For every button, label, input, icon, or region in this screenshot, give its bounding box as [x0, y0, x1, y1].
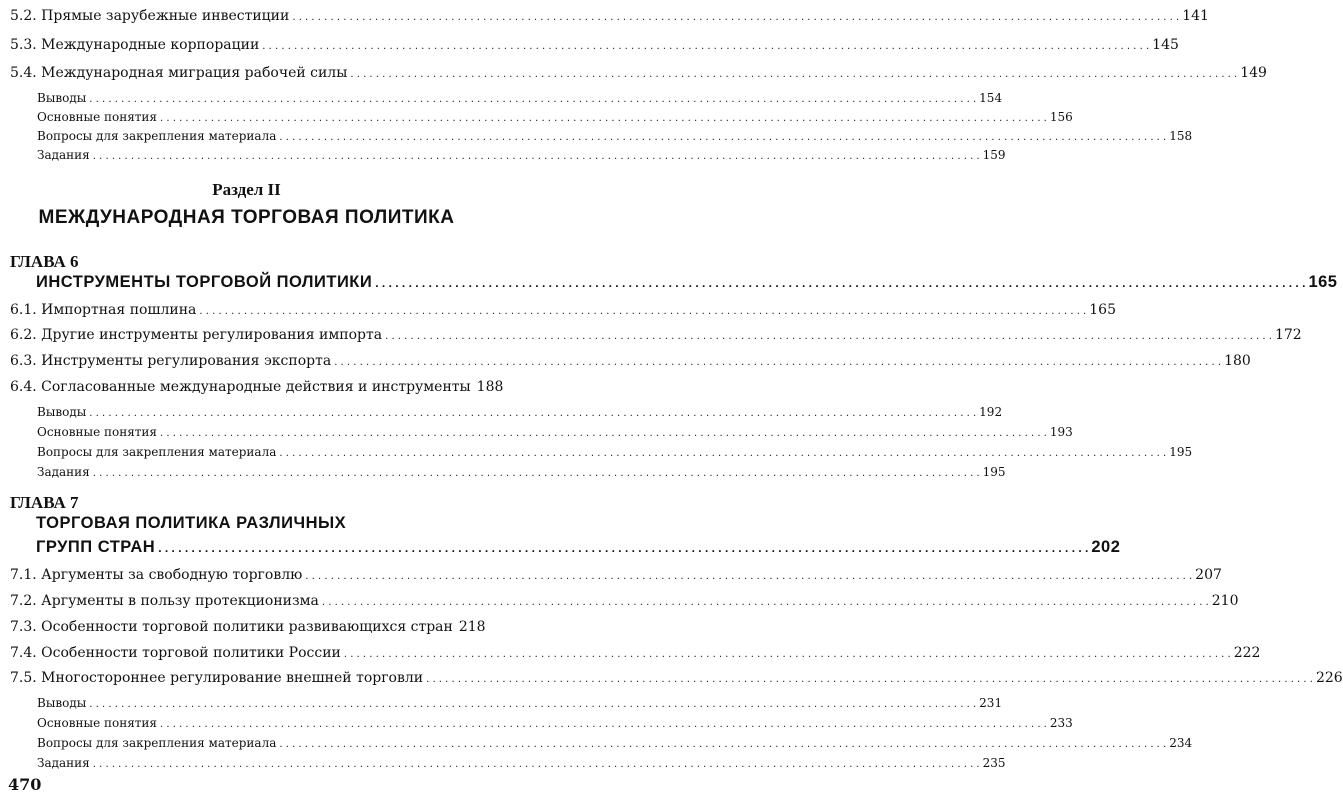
- toc-entry-title: 7.2. Аргументы в пользу протекционизма: [10, 593, 319, 609]
- toc-subentry-title: Вопросы для закрепления материала: [37, 129, 277, 143]
- toc-entry-title: 6.1. Импортная пошлина: [10, 302, 197, 318]
- toc-subentry[interactable]: [37, 716, 1073, 730]
- toc-subentry-page: 159: [982, 148, 1006, 162]
- toc-entry-page: 141: [1182, 8, 1209, 24]
- chapter-page: 165: [1308, 273, 1338, 291]
- toc-entry-title: 7.1. Аргументы за свободную торговлю: [10, 567, 303, 583]
- toc-subentry-page: 158: [1169, 129, 1193, 143]
- toc-entry[interactable]: [10, 302, 1116, 318]
- dot-leader: [279, 445, 1166, 459]
- toc-entry[interactable]: [10, 670, 1343, 686]
- dot-leader: [89, 696, 976, 710]
- toc-subentry[interactable]: [37, 110, 1073, 124]
- toc-subentry-title: Задания: [37, 148, 90, 162]
- page-number: 470: [8, 775, 42, 794]
- toc-entry-title: 5.2. Прямые зарубежные инвестиции: [10, 8, 290, 24]
- toc-entry-title: 5.3. Международные корпорации: [10, 37, 260, 53]
- toc-subentry-page: 195: [982, 465, 1006, 479]
- toc-subentry[interactable]: [37, 736, 1193, 750]
- toc-subentry-title: Выводы: [37, 696, 87, 710]
- toc-entry-title: 7.5. Многостороннее регулирование внешней торговли: [10, 670, 424, 686]
- dot-leader: [426, 670, 1313, 686]
- toc-subentry-title: Выводы: [37, 405, 87, 419]
- chapter-title-line1: ТОРГОВАЯ ПОЛИТИКА РАЗЛИЧНЫХ: [36, 514, 347, 532]
- chapter-title-line2: ГРУПП СТРАН: [36, 538, 156, 556]
- toc-subentry-page: 193: [1049, 425, 1073, 439]
- dot-leader: [305, 567, 1192, 583]
- toc-entry-page: 165: [1089, 302, 1116, 318]
- toc-entry[interactable]: [10, 65, 1267, 81]
- dot-leader: [375, 273, 1305, 292]
- toc-entry-title: 6.3. Инструменты регулирования экспорта: [10, 353, 332, 369]
- toc-subentry-page: 233: [1049, 716, 1073, 730]
- dot-leader: [262, 37, 1149, 53]
- toc-entry-title: 7.4. Особенности торговой политики России: [10, 645, 341, 661]
- dot-leader: [199, 302, 1086, 318]
- toc-entry-title: 6.4. Согласованные международные действия и инструменты: [10, 379, 471, 395]
- toc-subentry[interactable]: [37, 148, 1006, 162]
- toc-entry[interactable]: [10, 353, 1251, 369]
- dot-leader: [93, 465, 980, 479]
- toc-entry[interactable]: [10, 8, 1209, 24]
- toc-subentry-page: 231: [979, 696, 1003, 710]
- toc-subentry[interactable]: [37, 405, 1003, 419]
- dot-leader: [292, 8, 1179, 24]
- toc-entry-title: 7.3. Особенности торговой политики развивающихся стран: [10, 619, 453, 635]
- dot-leader: [89, 405, 976, 419]
- toc-entry[interactable]: [10, 379, 504, 395]
- toc-entry-title: 6.2. Другие инструменты регулирования импорта: [10, 327, 383, 343]
- toc-subentry-page: 195: [1169, 445, 1193, 459]
- chapter-title-entry[interactable]: [36, 273, 1338, 292]
- toc-entry-page: 149: [1240, 65, 1267, 81]
- toc-subentry[interactable]: [37, 756, 1006, 770]
- toc-entry[interactable]: [10, 619, 486, 635]
- toc-subentry[interactable]: [37, 445, 1193, 459]
- toc-subentry[interactable]: [37, 696, 1003, 710]
- dot-leader: [160, 425, 1047, 439]
- toc-entry[interactable]: [10, 37, 1179, 53]
- toc-entry-page: 210: [1211, 593, 1239, 609]
- toc-entry-page: 222: [1233, 645, 1261, 661]
- dot-leader: [160, 716, 1047, 730]
- toc-subentry[interactable]: [37, 129, 1193, 143]
- toc-entry-title: 5.4. Международная миграция рабочей силы: [10, 65, 348, 81]
- dot-leader: [385, 327, 1272, 343]
- chapter-label: ГЛАВА 6: [10, 252, 79, 271]
- dot-leader: [160, 110, 1047, 124]
- toc-subentry-title: Задания: [37, 756, 90, 770]
- section-label: Раздел II: [212, 180, 281, 199]
- dot-leader: [344, 645, 1231, 661]
- toc-subentry-page: 235: [982, 756, 1006, 770]
- toc-subentry-title: Выводы: [37, 91, 87, 105]
- toc-subentry[interactable]: [37, 465, 1006, 479]
- chapter-label: ГЛАВА 7: [10, 493, 79, 512]
- dot-leader: [350, 65, 1237, 81]
- dot-leader: [334, 353, 1221, 369]
- toc-subentry-title: Вопросы для закрепления материала: [37, 445, 277, 459]
- toc-subentry-title: Вопросы для закрепления материала: [37, 736, 277, 750]
- dot-leader: [279, 736, 1166, 750]
- toc-subentry-title: Основные понятия: [37, 716, 157, 730]
- toc-entry-page: 172: [1274, 327, 1302, 343]
- toc-subentry[interactable]: [37, 425, 1073, 439]
- toc-entry-page: 207: [1195, 567, 1222, 583]
- toc-subentry-page: 156: [1049, 110, 1073, 124]
- toc-entry-page: 218: [458, 619, 486, 635]
- toc-subentry-page: 234: [1169, 736, 1193, 750]
- chapter-title-entry[interactable]: [36, 538, 1121, 557]
- toc-entry[interactable]: [10, 567, 1222, 583]
- toc-subentry-title: Основные понятия: [37, 110, 157, 124]
- toc-entry[interactable]: [10, 645, 1261, 661]
- toc-entry-page: 180: [1224, 353, 1251, 369]
- dot-leader: [89, 91, 976, 105]
- toc-subentry-title: Задания: [37, 465, 90, 479]
- toc-subentry-page: 192: [979, 405, 1003, 419]
- dot-leader: [279, 129, 1166, 143]
- dot-leader: [322, 593, 1209, 609]
- toc-entry[interactable]: [10, 593, 1239, 609]
- toc-entry-page: 145: [1152, 37, 1179, 53]
- toc-entry[interactable]: [10, 327, 1302, 343]
- toc-entry-page: 188: [476, 379, 504, 395]
- toc-subentry-page: 154: [979, 91, 1003, 105]
- toc-subentry[interactable]: [37, 91, 1003, 105]
- toc-subentry-title: Основные понятия: [37, 425, 157, 439]
- dot-leader: [93, 148, 980, 162]
- section-title: МЕЖДУНАРОДНАЯ ТОРГОВАЯ ПОЛИТИКА: [38, 207, 455, 228]
- chapter-title: ИНСТРУМЕНТЫ ТОРГОВОЙ ПОЛИТИКИ: [36, 273, 373, 291]
- dot-leader: [93, 756, 980, 770]
- toc-entry-page: 226: [1315, 670, 1343, 686]
- dot-leader: [158, 538, 1088, 557]
- chapter-page: 202: [1091, 538, 1121, 556]
